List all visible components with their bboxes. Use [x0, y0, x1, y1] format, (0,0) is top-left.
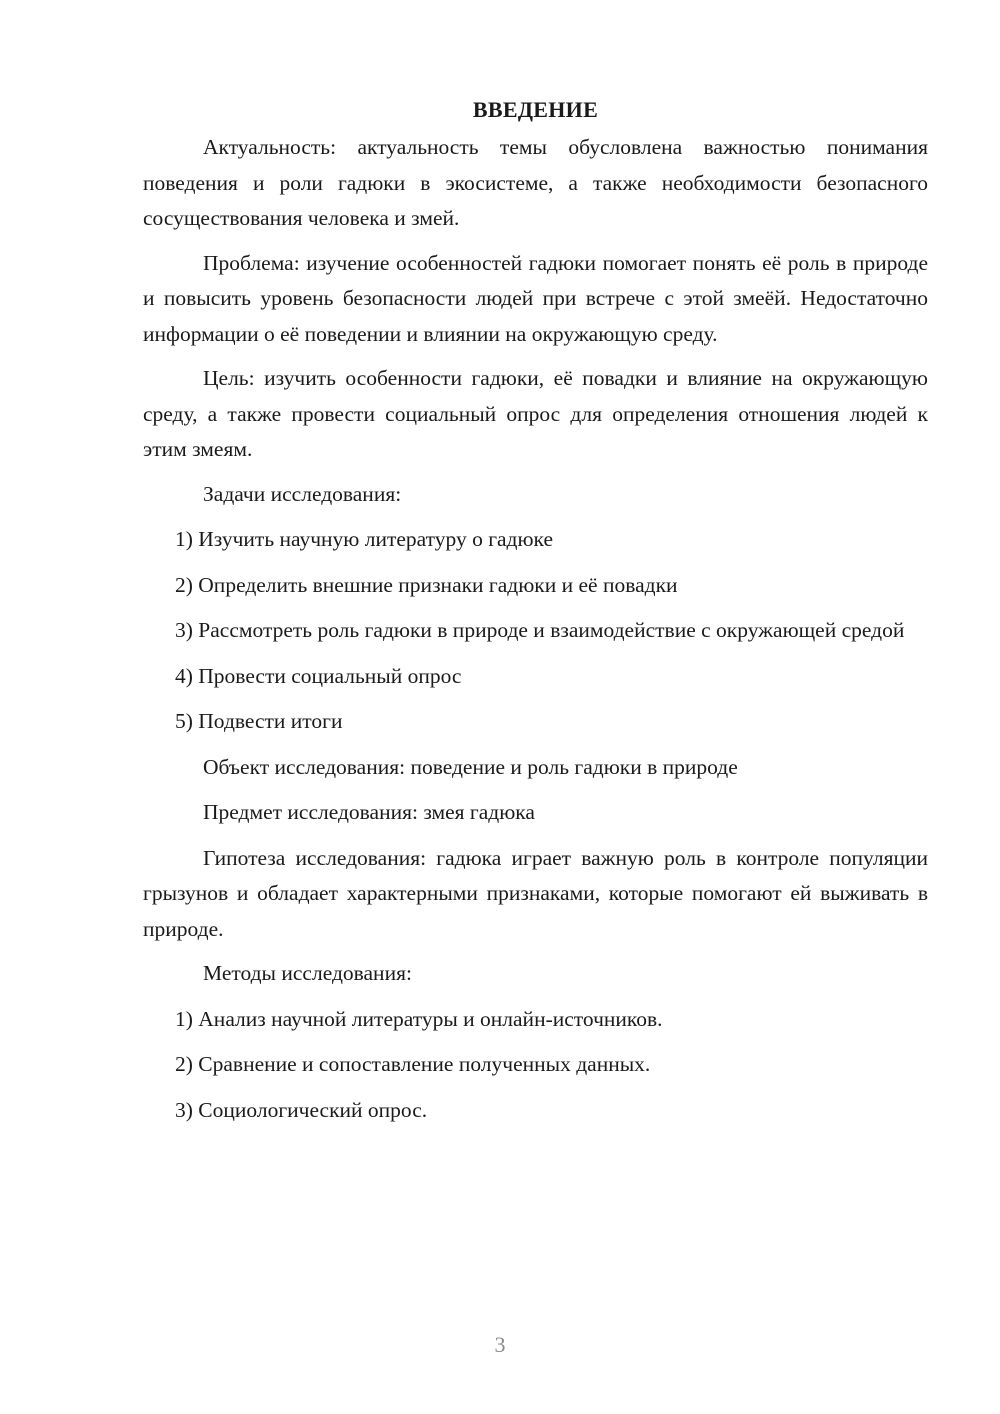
task-item: 3) Рассмотреть роль гадюки в природе и взаимодействие с окружающей средой: [175, 618, 905, 642]
document-page: [143, 92, 928, 1138]
goal-paragraph: Цель: изучить особенности гадюки, её повадки и влияние на окружающую среду, а также провести социальный опрос для определения отношения людей к этим змеям.: [143, 366, 928, 461]
task-item: 2) Определить внешние признаки гадюки и её повадки: [175, 572, 678, 597]
relevance-paragraph: Актуальность: актуальность темы обусловлена важностью понимания поведения и роли гадюки в экосистеме, а также необходимости безопасного сосуществования человека и змей.: [143, 135, 928, 230]
problem-paragraph: Проблема: изучение особенностей гадюки помогает понять её роль в природе и повысить уровень безопасности людей при встрече с этой змеёй. Недостаточно информации о её поведении и влиянии на окружающую среду.: [143, 250, 928, 346]
method-item: 3) Социологический опрос.: [175, 1097, 428, 1122]
section-title: ВВЕДЕНИЕ: [472, 97, 599, 122]
task-item: 1) Изучить научную литературу о гадюке: [175, 527, 554, 551]
research-subject: Предмет исследования: змея гадюка: [203, 800, 535, 824]
methods-heading: Методы исследования:: [203, 961, 412, 985]
task-item: 4) Провести социальный опрос: [175, 663, 462, 688]
task-item: 5) Подвести итоги: [175, 709, 343, 733]
method-item: 1) Анализ научной литературы и онлайн-источников.: [175, 1006, 663, 1031]
page-number: 3: [494, 1332, 506, 1357]
research-object: Объект исследования: поведение и роль гадюки в природе: [203, 754, 738, 779]
method-item: 2) Сравнение и сопоставление полученных данных.: [175, 1052, 651, 1076]
tasks-heading: Задачи исследования:: [203, 481, 402, 506]
hypothesis-paragraph: Гипотеза исследования: гадюка играет важную роль в контроле популяции грызунов и обладает характерными признаками, которые помогают ей выживать в природе.: [143, 845, 928, 941]
